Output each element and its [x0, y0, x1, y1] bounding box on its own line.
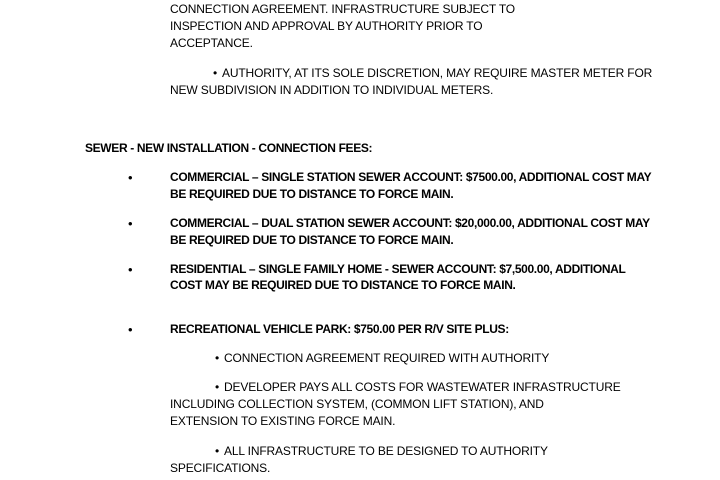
fee-line: RECREATIONAL VEHICLE PARK: $750.00 PER R/V SITE PLUS:	[170, 322, 509, 336]
bullet-icon: •	[215, 351, 220, 365]
intro-line: ACCEPTANCE.	[170, 36, 253, 50]
fee-line: COST MAY BE REQUIRED DUE TO DISTANCE TO FORCE MAIN.	[170, 278, 516, 292]
bullet-icon: •	[128, 322, 133, 337]
fee-line: BE REQUIRED DUE TO DISTANCE TO FORCE MAIN.	[170, 233, 454, 247]
condition-line: SPECIFICATIONS.	[170, 461, 271, 475]
condition-line: CONNECTION AGREEMENT REQUIRED WITH AUTHORITY	[224, 351, 550, 365]
condition-line: EXTENSION TO EXISTING FORCE MAIN.	[170, 414, 396, 428]
condition-line: DEVELOPER PAYS ALL COSTS FOR WASTEWATER INFRASTRUCTURE	[224, 380, 621, 394]
fee-line: BE REQUIRED DUE TO DISTANCE TO FORCE MAIN.	[170, 187, 454, 201]
fee-line: COMMERCIAL – SINGLE STATION SEWER ACCOUNT: $7500.00, ADDITIONAL COST MAY	[170, 170, 652, 184]
bullet-icon: •	[215, 380, 220, 394]
fee-line: COMMERCIAL – DUAL STATION SEWER ACCOUNT: $20,000.00, ADDITIONAL COST MAY	[170, 216, 650, 230]
bullet-icon: •	[128, 170, 133, 185]
note-line: NEW SUBDIVISION IN ADDITION TO INDIVIDUAL METERS.	[170, 83, 494, 97]
note-line: AUTHORITY, AT ITS SOLE DISCRETION, MAY REQUIRE MASTER METER FOR	[222, 66, 653, 80]
bullet-icon: •	[213, 66, 218, 80]
condition-line: INCLUDING COLLECTION SYSTEM, (COMMON LIFT STATION), AND	[170, 397, 544, 411]
bullet-icon: •	[128, 262, 133, 277]
condition-line: ALL INFRASTRUCTURE TO BE DESIGNED TO AUTHORITY	[224, 444, 548, 458]
bullet-icon: •	[215, 444, 220, 458]
section-heading: SEWER - NEW INSTALLATION - CONNECTION FEES:	[85, 141, 373, 155]
intro-line: INSPECTION AND APPROVAL BY AUTHORITY PRIOR TO	[170, 19, 483, 33]
intro-line: CONNECTION AGREEMENT. INFRASTRUCTURE SUBJECT TO	[170, 2, 515, 16]
bullet-icon: •	[128, 216, 133, 231]
fee-line: RESIDENTIAL – SINGLE FAMILY HOME - SEWER ACCOUNT: $7,500.00, ADDITIONAL	[170, 262, 626, 276]
